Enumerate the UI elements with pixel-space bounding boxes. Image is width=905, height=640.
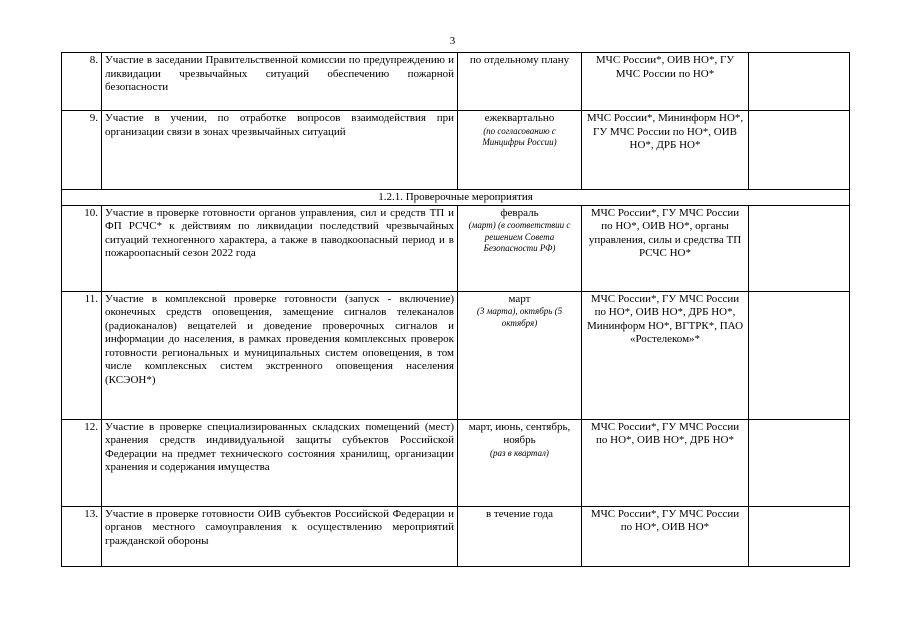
event-description: Участие в комплексной проверке готовности (запуск - включение) оконечных средств оповещения, замещение сигналов телеканалов (радиоканалов) вещателей и доведение проверочных сигналов и информации до населения, в рамках проведения комплексных проверок готовности региональных и муниципальных систем оповещения, в том числе комплексных систем экстренного оповещения населения (КСЭОН*) — [102, 291, 458, 419]
table-row — [62, 53, 850, 111]
term-text: март — [508, 292, 531, 305]
event-term — [458, 419, 582, 506]
responsible: МЧС России*, ОИВ НО*, ГУ МЧС России по НО* — [582, 53, 749, 111]
row-number: 8. — [62, 53, 102, 111]
row-number: 9. — [62, 111, 102, 190]
extra-cell — [749, 53, 850, 111]
event-term — [458, 111, 582, 190]
extra-cell — [749, 111, 850, 190]
extra-cell — [749, 291, 850, 419]
term-text: февраль — [500, 206, 539, 219]
event-term — [458, 291, 582, 419]
row-number: 13. — [62, 506, 102, 566]
term-text: ежеквартально — [484, 112, 555, 124]
table-row — [62, 506, 850, 566]
event-description: Участие в учении, по отработке вопросов взаимодействия при организации связи в зонах чрезвычайных ситуаций — [102, 111, 458, 190]
row-number: 11. — [62, 291, 102, 419]
row-number: 10. — [62, 205, 102, 291]
term-note: (3 марта), октябрь (5 октября) — [476, 306, 563, 328]
term-text: март, июнь, сентябрь, ноябрь — [468, 420, 571, 446]
responsible: МЧС России*, ГУ МЧС России по НО*, ОИВ НО* — [582, 506, 749, 566]
responsible: МЧС России*, ГУ МЧС России по НО*, ОИВ НО*, ДРБ НО* — [582, 419, 749, 506]
plan-table — [61, 52, 850, 567]
event-description: Участие в проверке специализированных складских помещений (мест) хранения средств индивидуальной защиты субъектов Российской Федерации на предмет технического состояния хранилищ, организации хранения и содержания имущества — [102, 419, 458, 506]
extra-cell — [749, 419, 850, 506]
table-row — [62, 111, 850, 190]
table-row — [62, 291, 850, 419]
event-term — [458, 53, 582, 111]
term-note: (по согласованию с Минцифры России) — [482, 125, 557, 147]
term-note: (раз в квартал) — [490, 447, 549, 458]
section-row — [62, 190, 850, 206]
extra-cell — [749, 506, 850, 566]
row-number: 12. — [62, 419, 102, 506]
event-description: Участие в проверке готовности органов управления, сил и средств ТП и ФП РСЧС* к действиям по ликвидации последствий чрезвычайных ситуаций техногенного характера, а также в паводкоопасный период и в пожароопасный сезон 2022 года — [102, 205, 458, 291]
responsible: МЧС России*, ГУ МЧС России по НО*, ОИВ НО*, органы управления, силы и средства ТП РСЧС НО* — [582, 205, 749, 291]
responsible: МЧС России*, Мининформ НО*, ГУ МЧС России по НО*, ОИВ НО*, ДРБ НО* — [582, 111, 749, 190]
event-description: Участие в заседании Правительственной комиссии по предупреждению и ликвидации чрезвычайных ситуаций обеспечению пожарной безопасности — [102, 53, 458, 111]
table-row — [62, 205, 850, 291]
event-term — [458, 506, 582, 566]
term-text: в течение года — [485, 507, 554, 520]
section-heading: 1.2.1. Проверочные мероприятия — [62, 190, 850, 206]
event-term — [458, 205, 582, 291]
table-row — [62, 419, 850, 506]
event-description: Участие в проверке готовности ОИВ субъектов Российской Федерации и органов местного самоуправления к осуществлению мероприятий гражданской обороны — [102, 506, 458, 566]
page-number: 3 — [449, 35, 456, 47]
term-text: по отдельному плану — [469, 54, 570, 66]
extra-cell — [749, 205, 850, 291]
term-note: (март) (в соответствии с решением Совета Безопасности РФ) — [468, 220, 571, 253]
responsible: МЧС России*, ГУ МЧС России по НО*, ОИВ НО*, ДРБ НО*, Мининформ НО*, ВГТРК*, ПАО «Ростелеком»* — [582, 291, 749, 419]
